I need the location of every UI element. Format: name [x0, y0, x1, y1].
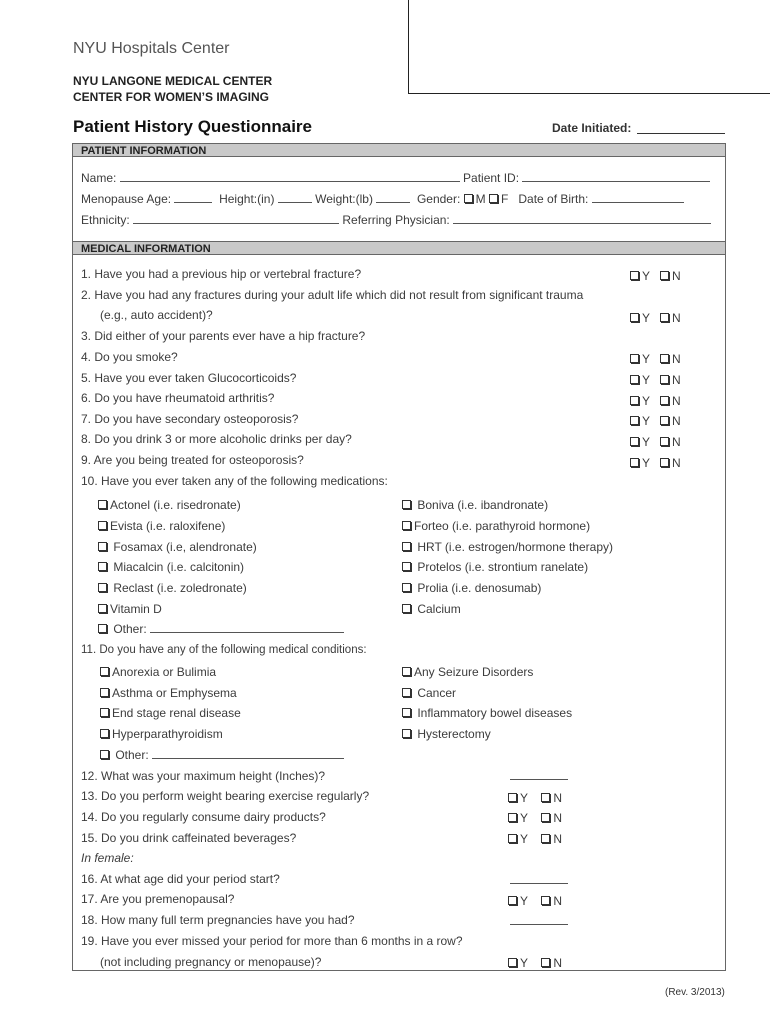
med-checkbox[interactable] [98, 562, 107, 571]
corner-label-box [408, 0, 770, 94]
q5-yes-checkbox[interactable] [630, 375, 639, 384]
condition-option [100, 665, 216, 679]
no-label: N [672, 394, 681, 408]
condition-checkbox[interactable] [100, 667, 109, 676]
question-9: 9. Are you being treated for osteoporosis? [81, 453, 304, 467]
no-label: N [672, 373, 681, 387]
q9-yes-no [630, 456, 681, 470]
q13-no-checkbox[interactable] [541, 793, 550, 802]
med-label: Protelos (i.e. strontium ranelate) [417, 560, 589, 574]
q7-yes-no [630, 414, 681, 428]
condition-label: Asthma or Emphysema [112, 686, 237, 700]
question-4: 4. Do you smoke? [81, 350, 178, 364]
med-other-label: Other: [113, 622, 147, 636]
q7-no-checkbox[interactable] [660, 416, 669, 425]
med-option [98, 540, 257, 554]
question-5: 5. Have you ever taken Glucocorticoids? [81, 371, 297, 385]
q6-yes-checkbox[interactable] [630, 396, 639, 405]
no-label: N [672, 414, 681, 428]
yes-label: Y [642, 394, 651, 408]
gender-m-checkbox[interactable] [464, 194, 473, 203]
no-label: N [553, 956, 563, 970]
med-checkbox[interactable] [98, 604, 107, 613]
med-checkbox[interactable] [402, 604, 411, 613]
yes-label: Y [520, 894, 529, 908]
yes-label: Y [520, 832, 529, 846]
med-label: Reclast (i.e. zoledronate) [113, 581, 247, 595]
med-label: Boniva (i.e. ibandronate) [417, 498, 549, 512]
medical-information-header: MEDICAL INFORMATION [73, 241, 725, 255]
question-1: 1. Have you had a previous hip or vertebral fracture? [81, 267, 362, 281]
med-option [402, 540, 613, 554]
question-15: 15. Do you drink caffeinated beverages? [81, 831, 297, 845]
condition-checkbox[interactable] [100, 729, 109, 738]
ethnicity-row [81, 213, 711, 227]
condition-label: End stage renal disease [112, 706, 241, 720]
question-10: 10. Have you ever taken any of the following medications: [81, 474, 388, 488]
no-label: N [553, 894, 563, 908]
question-12: 12. What was your maximum height (Inches)? [81, 769, 326, 783]
med-label: Vitamin D [110, 602, 162, 616]
med-label: Prolia (i.e. denosumab) [417, 581, 542, 595]
q4-yes-checkbox[interactable] [630, 354, 639, 363]
yes-label: Y [642, 456, 651, 470]
center-name-line1: NYU LANGONE MEDICAL CENTER [73, 74, 273, 88]
med-label: Actonel (i.e. risedronate) [110, 498, 241, 512]
gender-label: Gender: [416, 192, 461, 206]
condition-option [100, 706, 241, 720]
center-name-line2: CENTER FOR WOMEN’S IMAGING [73, 90, 269, 104]
no-label: N [553, 791, 563, 805]
condition-option [402, 665, 533, 679]
patient-id-label: Patient ID: [463, 171, 520, 185]
name-label: Name: [81, 171, 117, 185]
ethnicity-label: Ethnicity: [81, 213, 130, 227]
gender-f-label: F [501, 192, 509, 206]
weight-label: Weight:(lb) [315, 192, 373, 206]
dob-field[interactable] [592, 192, 684, 203]
question-11: 11. Do you have any of the following medical conditions: [81, 644, 367, 656]
q13-yes-checkbox[interactable] [508, 793, 517, 802]
referring-physician-label: Referring Physician: [342, 213, 450, 227]
question-17: 17. Are you premenopausal? [81, 892, 235, 906]
no-label: N [553, 811, 563, 825]
question-19-cont: (not including pregnancy or menopause)? [100, 955, 322, 969]
med-checkbox[interactable] [402, 542, 411, 551]
question-2-cont: (e.g., auto accident)? [100, 308, 213, 322]
med-checkbox[interactable] [98, 542, 107, 551]
med-option [402, 498, 548, 512]
yes-label: Y [520, 811, 529, 825]
condition-label: Anorexia or Bulimia [112, 665, 217, 679]
weight-field[interactable] [376, 192, 410, 203]
med-checkbox[interactable] [402, 521, 411, 530]
condition-label: Any Seizure Disorders [414, 665, 534, 679]
med-label: HRT (i.e. estrogen/hormone therapy) [417, 540, 613, 554]
no-label: N [672, 311, 681, 325]
dob-label: Date of Birth: [518, 192, 589, 206]
condition-label: Inflammatory bowel diseases [417, 706, 573, 720]
q2-no-checkbox[interactable] [660, 313, 669, 322]
q6-yes-no [630, 394, 681, 408]
q14-no-checkbox[interactable] [541, 813, 550, 822]
height-field[interactable] [278, 192, 312, 203]
q1-yes-no [630, 269, 681, 283]
q1-no-checkbox[interactable] [660, 271, 669, 280]
q9-no-checkbox[interactable] [660, 458, 669, 467]
yes-label: Y [642, 435, 651, 449]
condition-label: Hysterectomy [417, 727, 491, 741]
q15-yes-no [508, 832, 562, 846]
name-row [81, 171, 710, 185]
max-height-field[interactable] [510, 769, 568, 780]
condition-other-field[interactable] [152, 748, 344, 759]
question-7: 7. Do you have secondary osteoporosis? [81, 412, 299, 426]
q14-yes-checkbox[interactable] [508, 813, 517, 822]
med-option [402, 519, 590, 533]
med-label: Calcium [417, 602, 461, 616]
condition-checkbox[interactable] [402, 688, 411, 697]
med-checkbox[interactable] [402, 583, 411, 592]
med-option [402, 560, 588, 574]
med-option [98, 519, 225, 533]
question-18: 18. How many full term pregnancies have you had? [81, 913, 355, 927]
q2-yes-checkbox[interactable] [630, 313, 639, 322]
med-option [98, 498, 241, 512]
gender-m-label: M [475, 192, 486, 206]
period-start-age-field[interactable] [510, 873, 568, 884]
condition-other-label: Other: [115, 748, 149, 762]
q5-yes-no [630, 373, 681, 387]
q9-yes-checkbox[interactable] [630, 458, 639, 467]
yes-label: Y [642, 352, 651, 366]
med-label: Miacalcin (i.e. calcitonin) [113, 560, 245, 574]
question-14: 14. Do you regularly consume dairy products? [81, 810, 326, 824]
q19-yes-checkbox[interactable] [508, 958, 517, 967]
q6-no-checkbox[interactable] [660, 396, 669, 405]
q2-yes-no [630, 311, 681, 325]
med-other-checkbox[interactable] [98, 624, 107, 633]
condition-option [402, 686, 456, 700]
no-label: N [672, 352, 681, 366]
yes-label: Y [520, 956, 529, 970]
menopause-age-label: Menopause Age: [81, 192, 172, 206]
gender-f-checkbox[interactable] [489, 194, 498, 203]
no-label: N [672, 269, 681, 283]
name-field[interactable] [120, 171, 460, 182]
condition-checkbox[interactable] [402, 708, 411, 717]
med-checkbox[interactable] [402, 500, 411, 509]
condition-checkbox[interactable] [100, 688, 109, 697]
yes-label: Y [520, 791, 529, 805]
med-option [98, 560, 244, 574]
med-option [98, 581, 247, 595]
condition-other [100, 748, 344, 762]
q8-yes-no [630, 435, 681, 449]
yes-label: Y [642, 269, 651, 283]
med-option [402, 602, 461, 616]
q4-no-checkbox[interactable] [660, 354, 669, 363]
q17-yes-checkbox[interactable] [508, 896, 517, 905]
hospital-name: NYU Hospitals Center [73, 40, 230, 57]
med-checkbox[interactable] [98, 583, 107, 592]
date-initiated-field[interactable] [637, 133, 725, 134]
no-label: N [672, 456, 681, 470]
q13-yes-no [508, 791, 562, 805]
q7-yes-checkbox[interactable] [630, 416, 639, 425]
q1-yes-checkbox[interactable] [630, 271, 639, 280]
condition-other-checkbox[interactable] [100, 750, 109, 759]
q17-yes-no [508, 894, 562, 908]
no-label: N [553, 832, 563, 846]
q15-no-checkbox[interactable] [541, 834, 550, 843]
condition-option [100, 727, 223, 741]
med-label: Evista (i.e. raloxifene) [110, 519, 226, 533]
question-16: 16. At what age did your period start? [81, 872, 280, 886]
menopause-age-field[interactable] [174, 192, 212, 203]
q14-yes-no [508, 811, 562, 825]
yes-label: Y [642, 311, 651, 325]
q5-no-checkbox[interactable] [660, 375, 669, 384]
med-option [98, 602, 162, 616]
q8-yes-checkbox[interactable] [630, 437, 639, 446]
question-3: 3. Did either of your parents ever have a hip fracture? [81, 329, 366, 343]
med-label: Forteo (i.e. parathyroid hormone) [414, 519, 591, 533]
question-2: 2. Have you had any fractures during your adult life which did not result from significant trauma [81, 288, 584, 302]
med-label: Fosamax (i.e, alendronate) [113, 540, 257, 554]
condition-checkbox[interactable] [402, 667, 411, 676]
q17-no-checkbox[interactable] [541, 896, 550, 905]
ethnicity-field[interactable] [133, 213, 339, 224]
date-initiated-label: Date Initiated: [552, 121, 632, 135]
med-other [98, 622, 344, 636]
q15-yes-checkbox[interactable] [508, 834, 517, 843]
revision-note: (Rev. 3/2013) [665, 987, 725, 998]
med-checkbox[interactable] [98, 521, 107, 530]
question-19: 19. Have you ever missed your period for more than 6 months in a row? [81, 934, 463, 948]
no-label: N [672, 435, 681, 449]
yes-label: Y [642, 414, 651, 428]
q4-yes-no [630, 352, 681, 366]
condition-option [402, 706, 572, 720]
q19-no-checkbox[interactable] [541, 958, 550, 967]
question-6: 6. Do you have rheumatoid arthritis? [81, 391, 275, 405]
patient-id-field[interactable] [522, 171, 710, 182]
condition-checkbox[interactable] [402, 729, 411, 738]
q8-no-checkbox[interactable] [660, 437, 669, 446]
condition-checkbox[interactable] [100, 708, 109, 717]
med-checkbox[interactable] [98, 500, 107, 509]
med-checkbox[interactable] [402, 562, 411, 571]
question-8: 8. Do you drink 3 or more alcoholic drinks per day? [81, 432, 352, 446]
referring-physician-field[interactable] [453, 213, 711, 224]
med-option [402, 581, 541, 595]
demographics-row [81, 192, 684, 206]
med-other-field[interactable] [150, 622, 344, 633]
in-female-heading: In female: [81, 851, 134, 865]
q19-yes-no [508, 956, 562, 970]
yes-label: Y [642, 373, 651, 387]
height-label: Height:(in) [219, 192, 275, 206]
condition-label: Cancer [417, 686, 457, 700]
condition-option [402, 727, 491, 741]
condition-option [100, 686, 237, 700]
page-title: Patient History Questionnaire [73, 117, 312, 136]
condition-label: Hyperparathyroidism [112, 727, 223, 741]
pregnancies-field[interactable] [510, 914, 568, 925]
question-13: 13. Do you perform weight bearing exercise regularly? [81, 789, 370, 803]
patient-information-header: PATIENT INFORMATION [73, 143, 725, 157]
